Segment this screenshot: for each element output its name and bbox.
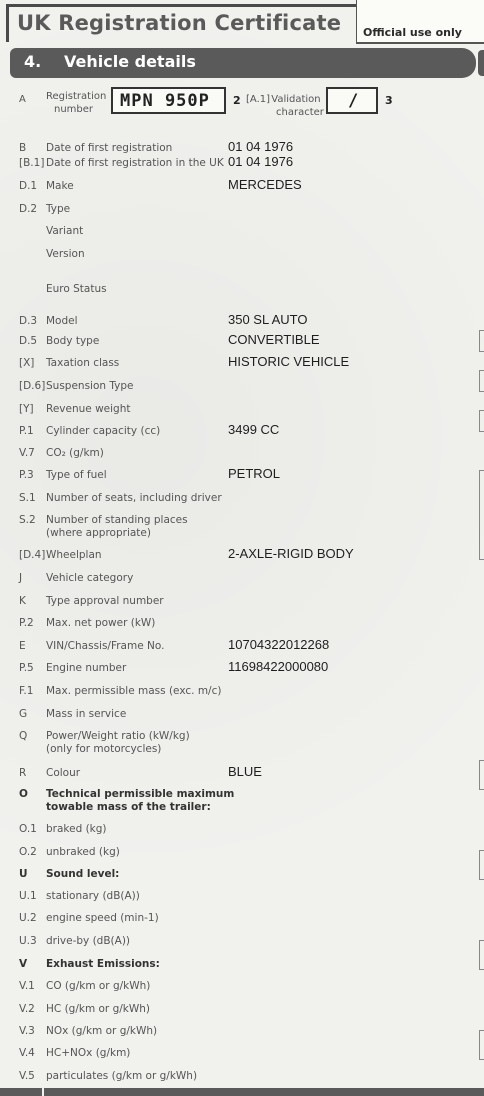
field-code: G (19, 708, 28, 720)
field-label-line1: Mass in service (46, 708, 127, 720)
field-label-line1: Suspension Type (46, 380, 134, 392)
edge-fragment (479, 470, 484, 560)
edge-fragment (479, 940, 484, 970)
field-code: V.5 (19, 1070, 35, 1082)
registration-number-box (111, 87, 226, 114)
field-label (46, 708, 126, 721)
field-value: 2-AXLE-RIGID BODY (228, 546, 354, 561)
field-value: 350 SL AUTO (228, 312, 308, 327)
field-label-line1: Variant (46, 225, 84, 237)
field-label-line1: stationary (dB(A)) (46, 890, 140, 902)
field-label (46, 447, 104, 460)
field-label-line1: VIN/Chassis/Frame No. (46, 640, 165, 652)
field-code: V.3 (19, 1025, 35, 1037)
field-label (46, 549, 102, 562)
field-label (46, 572, 133, 585)
field-code: P.2 (19, 617, 34, 629)
field-label-line1: HC (g/km or g/kWh) (46, 1003, 151, 1015)
registration-label (46, 90, 106, 116)
field-value: 3499 CC (228, 422, 280, 437)
field-label (46, 640, 164, 653)
field-value: MERCEDES (228, 177, 302, 192)
field-label-line1: Number of seats, including driver (46, 492, 222, 504)
field-label (46, 492, 222, 505)
field-label (46, 225, 83, 238)
validation-character: / (348, 91, 359, 111)
field-code: E (19, 640, 26, 652)
field-label (46, 890, 140, 903)
validation-character-box (326, 87, 378, 114)
field-code: U.3 (19, 935, 37, 947)
validation-code: [A.1] (246, 94, 271, 105)
field-code: V.4 (19, 1047, 35, 1059)
field-value: 01 04 1976 (228, 154, 294, 169)
field-label-line1: Cylinder capacity (cc) (46, 425, 161, 437)
field-code: P.3 (19, 469, 34, 481)
registration-number: MPN 950P (120, 91, 210, 111)
edge-fragment (479, 330, 484, 352)
bottom-bar-separator (42, 1088, 44, 1096)
field-label-line1: CO₂ (g/km) (46, 447, 104, 459)
field-code: K (19, 595, 26, 607)
field-code: P.1 (19, 425, 34, 437)
marker-2: 2 (233, 94, 241, 107)
field-code: D.1 (19, 180, 38, 192)
registration-label-line1: Registration (46, 91, 107, 102)
field-label-line1: braked (kg) (46, 823, 107, 835)
field-label-line1: drive-by (dB(A)) (46, 935, 131, 947)
field-code: U (19, 868, 28, 880)
section-title: Vehicle details (64, 52, 196, 71)
section-header (10, 48, 476, 78)
field-value: 11698422000080 (228, 659, 329, 674)
field-label-line1: Vehicle category (46, 572, 134, 584)
field-label (46, 283, 107, 296)
field-value: 10704322012268 (228, 637, 330, 652)
edge-fragment (479, 370, 484, 392)
title-frame (6, 4, 356, 42)
field-code: [X] (19, 357, 35, 369)
field-label-line1: NOx (g/km or g/kWh) (46, 1025, 158, 1037)
validation-label-line1: Validation (271, 94, 321, 105)
section-number: 4. (24, 52, 42, 71)
field-label (46, 425, 160, 438)
field-label (46, 1025, 157, 1038)
field-label (46, 958, 160, 971)
field-code: V.2 (19, 1003, 35, 1015)
field-label (46, 514, 188, 540)
field-code: S.1 (19, 492, 36, 504)
field-code: D.5 (19, 335, 38, 347)
field-label-line1: unbraked (kg) (46, 846, 120, 858)
field-label (46, 469, 107, 482)
registration-code: A (19, 94, 26, 105)
edge-fragment (479, 760, 484, 790)
field-code: U.2 (19, 912, 37, 924)
field-label-line1: engine speed (min-1) (46, 912, 159, 924)
field-label-line2: towable mass of the trailer: (46, 801, 211, 813)
field-label (46, 846, 120, 859)
edge-fragment (479, 1030, 484, 1060)
field-value: PETROL (228, 466, 281, 481)
field-code: [Y] (19, 403, 34, 415)
field-label-line1: Version (46, 248, 85, 260)
field-code: V.1 (19, 980, 35, 992)
field-code: F.1 (19, 685, 34, 697)
field-label (46, 767, 80, 780)
field-code: [D.6] (19, 380, 46, 392)
field-label-line1: Exhaust Emissions: (46, 958, 160, 970)
field-label (46, 335, 99, 348)
field-code: J (19, 572, 23, 584)
field-label (46, 142, 172, 155)
field-label-line1: Engine number (46, 662, 127, 674)
edge-tab (478, 50, 484, 76)
field-label-line2: (where appropriate) (46, 527, 151, 539)
field-label (46, 403, 130, 416)
field-value: HISTORIC VEHICLE (228, 354, 350, 369)
field-label-line1: Power/Weight ratio (kW/kg) (46, 730, 190, 742)
field-label (46, 617, 155, 630)
field-label-line1: Model (46, 315, 78, 327)
field-label-line1: Date of first registration (46, 142, 173, 154)
field-label (46, 980, 150, 993)
field-label (46, 823, 107, 836)
field-code: [B.1] (19, 157, 45, 169)
field-code: D.2 (19, 203, 38, 215)
field-label-line1: Max. net power (kW) (46, 617, 156, 629)
field-label (46, 912, 159, 925)
field-code: R (19, 767, 27, 779)
field-code: O (19, 788, 28, 800)
field-label (46, 662, 126, 675)
field-code: B (19, 142, 27, 154)
field-label (46, 380, 134, 393)
field-code: U.1 (19, 890, 37, 902)
field-label-line1: Type (46, 203, 71, 215)
field-label (46, 1070, 197, 1083)
field-label (46, 935, 130, 948)
field-value: CONVERTIBLE (228, 332, 320, 347)
field-label (46, 595, 164, 608)
field-label (46, 180, 74, 193)
field-label-line1: Euro Status (46, 283, 107, 295)
field-label-line1: Colour (46, 767, 81, 779)
field-label-line1: Make (46, 180, 74, 192)
field-label-line1: particulates (g/km or g/kWh) (46, 1070, 198, 1082)
field-label (46, 730, 190, 756)
marker-3: 3 (385, 94, 393, 107)
field-label-line1: Type approval number (46, 595, 164, 607)
field-code: [D.4] (19, 549, 46, 561)
field-code: S.2 (19, 514, 36, 526)
field-label-line2: (only for motorcycles) (46, 743, 162, 755)
field-code: Q (19, 730, 28, 742)
field-code: O.1 (19, 823, 37, 835)
field-label-line1: Technical permissible maximum (46, 788, 235, 800)
field-label-line1: Type of fuel (46, 469, 107, 481)
edge-fragment (479, 850, 484, 880)
field-label (46, 868, 119, 881)
field-label-line1: Date of first registration in the UK (46, 157, 224, 169)
field-code: O.2 (19, 846, 37, 858)
registration-label-line2: number (54, 104, 94, 115)
validation-label (268, 93, 324, 119)
edge-fragment (479, 410, 484, 432)
field-label (46, 203, 70, 216)
field-label (46, 788, 234, 814)
official-use-box (356, 0, 484, 44)
field-label (46, 1047, 130, 1060)
field-label (46, 315, 78, 328)
field-label-line1: Body type (46, 335, 100, 347)
validation-label-line2: character (276, 107, 324, 118)
field-label-line1: Wheelplan (46, 549, 102, 561)
field-label-line1: Number of standing places (46, 514, 188, 526)
field-label-line1: Revenue weight (46, 403, 131, 415)
field-label (46, 157, 224, 170)
field-value: 01 04 1976 (228, 139, 294, 154)
field-label (46, 1003, 150, 1016)
field-label-line1: Max. permissible mass (exc. m/c) (46, 685, 222, 697)
field-label (46, 685, 221, 698)
field-label-line1: CO (g/km or g/kWh) (46, 980, 151, 992)
field-label-line1: Taxation class (46, 357, 120, 369)
page-title: UK Registration Certificate (17, 11, 342, 35)
field-code: D.3 (19, 315, 38, 327)
field-label-line1: Sound level: (46, 868, 120, 880)
field-label (46, 248, 85, 261)
field-label-line1: HC+NOx (g/km) (46, 1047, 131, 1059)
official-use-label: Official use only (363, 26, 462, 39)
field-code: P.5 (19, 662, 34, 674)
field-label (46, 357, 119, 370)
field-code: V (19, 958, 28, 970)
field-code: V.7 (19, 447, 35, 459)
bottom-bar (0, 1088, 484, 1096)
field-value: BLUE (228, 764, 262, 779)
